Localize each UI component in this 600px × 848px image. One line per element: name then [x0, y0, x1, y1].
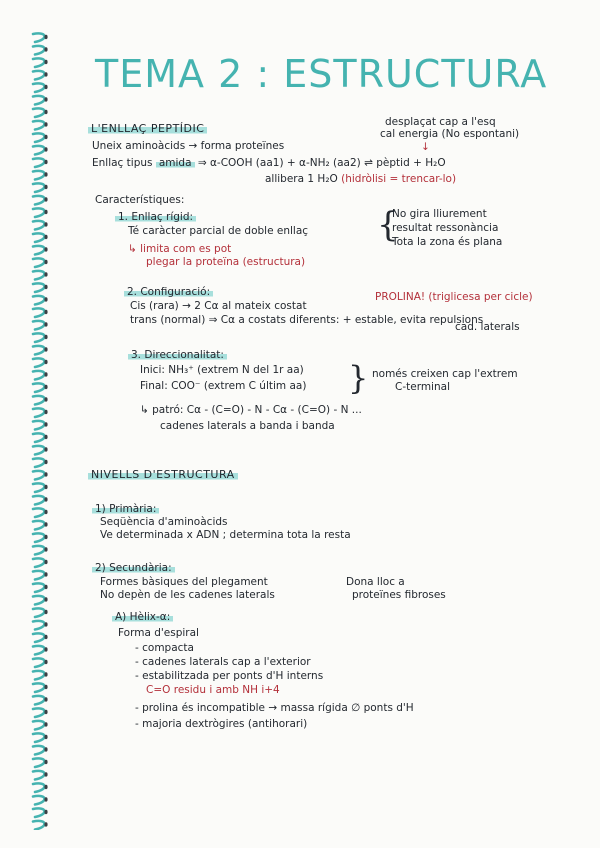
c1-line: Té caràcter parcial de doble enllaç: [128, 225, 309, 237]
c1-right-2: resultat ressonància: [392, 222, 499, 234]
c3-cadenes: cadenes laterals a banda i banda: [160, 420, 335, 432]
spiral-loop: [33, 433, 45, 442]
punch-hole: [44, 485, 47, 489]
punch-hole: [44, 372, 47, 376]
punch-hole: [44, 685, 47, 689]
brace-icon: }: [348, 359, 369, 397]
spiral-loop: [33, 196, 45, 205]
punch-hole: [44, 410, 47, 414]
punch-hole: [44, 810, 47, 814]
spiral-loop: [33, 396, 45, 405]
spiral-loop: [33, 521, 45, 530]
punch-hole: [44, 647, 47, 651]
punch-hole: [44, 722, 47, 726]
spiral-loop: [33, 446, 45, 455]
punch-hole: [44, 247, 47, 251]
c3-patro: ↳ patró: Cα - (C=O) - N - Cα - (C=O) - N ...: [140, 404, 362, 416]
helix-bullet-2: - cadenes laterals cap a l'exterior: [135, 656, 311, 668]
punch-hole: [44, 147, 47, 151]
spiral-loop: [33, 508, 45, 517]
punch-hole: [44, 747, 47, 751]
punch-hole: [44, 185, 47, 189]
spiral-loop: [33, 83, 45, 92]
helix-bullet-1: - compacta: [135, 642, 194, 654]
spiral-loop: [33, 421, 45, 430]
punch-hole: [44, 122, 47, 126]
spiral-loop: [33, 246, 45, 255]
spiral-loop: [33, 383, 45, 392]
punch-hole: [44, 535, 47, 539]
section-heading-enllac: L'ENLLAÇ PEPTÍDIC: [88, 122, 207, 135]
spiral-loop: [33, 121, 45, 130]
page-title: TEMA 2 : ESTRUCTURA: [95, 52, 548, 96]
punch-hole: [44, 572, 47, 576]
spiral-loop: [33, 658, 45, 667]
punch-hole: [44, 310, 47, 314]
punch-hole: [44, 785, 47, 789]
punch-hole: [44, 97, 47, 101]
spiral-loop: [33, 821, 45, 830]
spiral-loop: [33, 708, 45, 717]
punch-hole: [44, 285, 47, 289]
spiral-loop: [33, 71, 45, 80]
spiral-loop: [33, 558, 45, 567]
spiral-loop: [33, 258, 45, 267]
c2-trans: trans (normal) ⇒ Cα a costats diferents: + estable, evita repulsions: [130, 314, 484, 326]
punch-hole: [44, 272, 47, 276]
note-desplacat: desplaçat cap a l'esq: [385, 116, 496, 128]
spiral-loop: [33, 721, 45, 730]
spiral-loop: [33, 646, 45, 655]
c2-cis: Cis (rara) → 2 Cα al mateix costat: [130, 300, 307, 312]
spiral-loop: [33, 671, 45, 680]
spiral-loop: [33, 371, 45, 380]
punch-hole: [44, 447, 47, 451]
brace-icon: {: [377, 205, 399, 245]
spiral-loop: [33, 358, 45, 367]
punch-hole: [44, 422, 47, 426]
spiral-loop: [33, 58, 45, 67]
c3-final: Final: COO⁻ (extrem C últim aa): [140, 380, 307, 392]
spiral-loop: [33, 208, 45, 217]
punch-hole: [44, 660, 47, 664]
amida-highlight: amida: [156, 157, 195, 169]
spiral-loop: [33, 46, 45, 55]
punch-hole: [44, 110, 47, 114]
c1-right-3: Tota la zona és plana: [392, 236, 503, 248]
punch-hole: [44, 385, 47, 389]
secundaria-right-1: Dona lloc a: [346, 576, 405, 588]
spiral-loop: [33, 621, 45, 630]
spiral-loop: [33, 808, 45, 817]
helix-line-0: Forma d'espiral: [118, 627, 199, 639]
punch-hole: [44, 222, 47, 226]
punch-hole: [44, 697, 47, 701]
spiral-loop: [33, 296, 45, 305]
secundaria-heading: 2) Secundària:: [92, 562, 175, 575]
punch-hole: [44, 297, 47, 301]
punch-hole: [44, 135, 47, 139]
spiral-loop: [33, 758, 45, 767]
spiral-loop: [33, 221, 45, 230]
spiral-loop: [33, 683, 45, 692]
punch-hole: [44, 85, 47, 89]
punch-hole: [44, 160, 47, 164]
caracteristiques-label: Característiques:: [95, 194, 185, 206]
c1-heading: 1. Enllaç rígid:: [115, 211, 196, 224]
primaria-heading: 1) Primària:: [92, 503, 159, 516]
c3-heading: 3. Direccionalitat:: [128, 349, 227, 362]
punch-hole: [44, 260, 47, 264]
c2-trans-2: cad. laterals: [455, 321, 520, 333]
secundaria-right-2: proteïnes fibroses: [352, 589, 446, 601]
punch-hole: [44, 360, 47, 364]
punch-hole: [44, 510, 47, 514]
spiral-loop: [33, 171, 45, 180]
spiral-loop: [33, 108, 45, 117]
c1-right-1: No gira lliurement: [392, 208, 487, 220]
spiral-loop: [33, 533, 45, 542]
spiral-loop: [33, 283, 45, 292]
punch-hole: [44, 435, 47, 439]
spiral-loop: [33, 546, 45, 555]
section-heading-nivells: NIVELLS D'ESTRUCTURA: [88, 468, 238, 481]
spiral-loop: [33, 771, 45, 780]
spiral-loop: [33, 346, 45, 355]
helix-heading: A) Hèlix-α:: [112, 611, 173, 624]
punch-hole: [44, 497, 47, 501]
helix-bullet-3-detail: C=O residu i amb NH i+4: [146, 684, 280, 696]
c2-heading: 2. Configuració:: [124, 286, 213, 299]
spiral-loop: [33, 483, 45, 492]
c3-right-2: C-terminal: [395, 381, 450, 393]
spiral-loop: [33, 233, 45, 242]
punch-hole: [44, 610, 47, 614]
spiral-loop: [33, 608, 45, 617]
punch-hole: [44, 597, 47, 601]
spiral-loop: [33, 796, 45, 805]
punch-hole: [44, 672, 47, 676]
c2-prolina: PROLINA! (triglicesa per cicle): [375, 291, 533, 303]
spiral-loop: [33, 696, 45, 705]
spiral-loop: [33, 133, 45, 142]
punch-hole: [44, 47, 47, 51]
punch-hole: [44, 322, 47, 326]
punch-hole: [44, 622, 47, 626]
punch-hole: [44, 35, 47, 39]
down-arrow-icon: ↓: [421, 141, 430, 153]
punch-hole: [44, 585, 47, 589]
spiral-loop: [33, 783, 45, 792]
helix-bullet-3: - estabilitzada per ponts d'H interns: [135, 670, 324, 682]
c3-inici: Inici: NH₃⁺ (extrem N del 1r aa): [140, 364, 304, 376]
spiral-loop: [33, 583, 45, 592]
spiral-loop: [33, 33, 45, 42]
line-enllac-tipus: Enllaç tipus amida ⇒ α-COOH (aa1) + α-NH₂ (aa2) ⇌ pèptid + H₂O: [92, 157, 446, 169]
spiral-loop: [33, 746, 45, 755]
punch-hole: [44, 60, 47, 64]
spiral-loop: [33, 158, 45, 167]
spiral-loop: [33, 496, 45, 505]
c1-limit-2: plegar la proteïna (estructura): [146, 256, 306, 268]
spiral-loop: [33, 596, 45, 605]
primaria-line-2: Ve determinada x ADN ; determina tota la resta: [100, 529, 351, 541]
punch-hole: [44, 472, 47, 476]
spiral-loop: [33, 183, 45, 192]
helix-bullet-4: - prolina és incompatible → massa rígida ∅ ponts d'H: [135, 702, 414, 714]
punch-hole: [44, 172, 47, 176]
line-uneix: Uneix aminoàcids → forma proteïnes: [92, 140, 285, 152]
punch-hole: [44, 772, 47, 776]
c1-limit-1: ↳ limita com es pot: [128, 243, 232, 255]
spiral-loop: [33, 733, 45, 742]
spiral-loop: [33, 471, 45, 480]
punch-hole: [44, 547, 47, 551]
spiral-loop: [33, 333, 45, 342]
punch-hole: [44, 235, 47, 239]
spiral-loop: [33, 308, 45, 317]
punch-hole: [44, 72, 47, 76]
punch-hole: [44, 347, 47, 351]
line-allibera: allibera 1 H₂O (hidròlisi = trencar-lo): [265, 173, 457, 185]
spiral-loop: [33, 321, 45, 330]
spiral-loop: [33, 96, 45, 105]
punch-hole: [44, 397, 47, 401]
punch-hole: [44, 797, 47, 801]
spiral-loop: [33, 633, 45, 642]
punch-hole: [44, 197, 47, 201]
punch-hole: [44, 822, 47, 826]
primaria-line-1: Seqüència d'aminoàcids: [100, 516, 228, 528]
spiral-loop: [33, 408, 45, 417]
punch-hole: [44, 522, 47, 526]
note-energia: cal energia (No espontani): [380, 128, 520, 140]
punch-hole: [44, 635, 47, 639]
c3-right-1: només creixen cap l'extrem: [372, 368, 518, 380]
punch-hole: [44, 735, 47, 739]
punch-hole: [44, 560, 47, 564]
punch-hole: [44, 210, 47, 214]
punch-hole: [44, 710, 47, 714]
secundaria-line-1: Formes bàsiques del plegament: [100, 576, 268, 588]
punch-hole: [44, 760, 47, 764]
spiral-loop: [33, 146, 45, 155]
spiral-loop: [33, 458, 45, 467]
spiral-loop: [33, 571, 45, 580]
punch-hole: [44, 335, 47, 339]
helix-bullet-5: - majoria dextrògires (antihorari): [135, 718, 308, 730]
secundaria-line-2: No depèn de les cadenes laterals: [100, 589, 275, 601]
spiral-binding: [30, 30, 50, 830]
spiral-loop: [33, 271, 45, 280]
punch-hole: [44, 460, 47, 464]
